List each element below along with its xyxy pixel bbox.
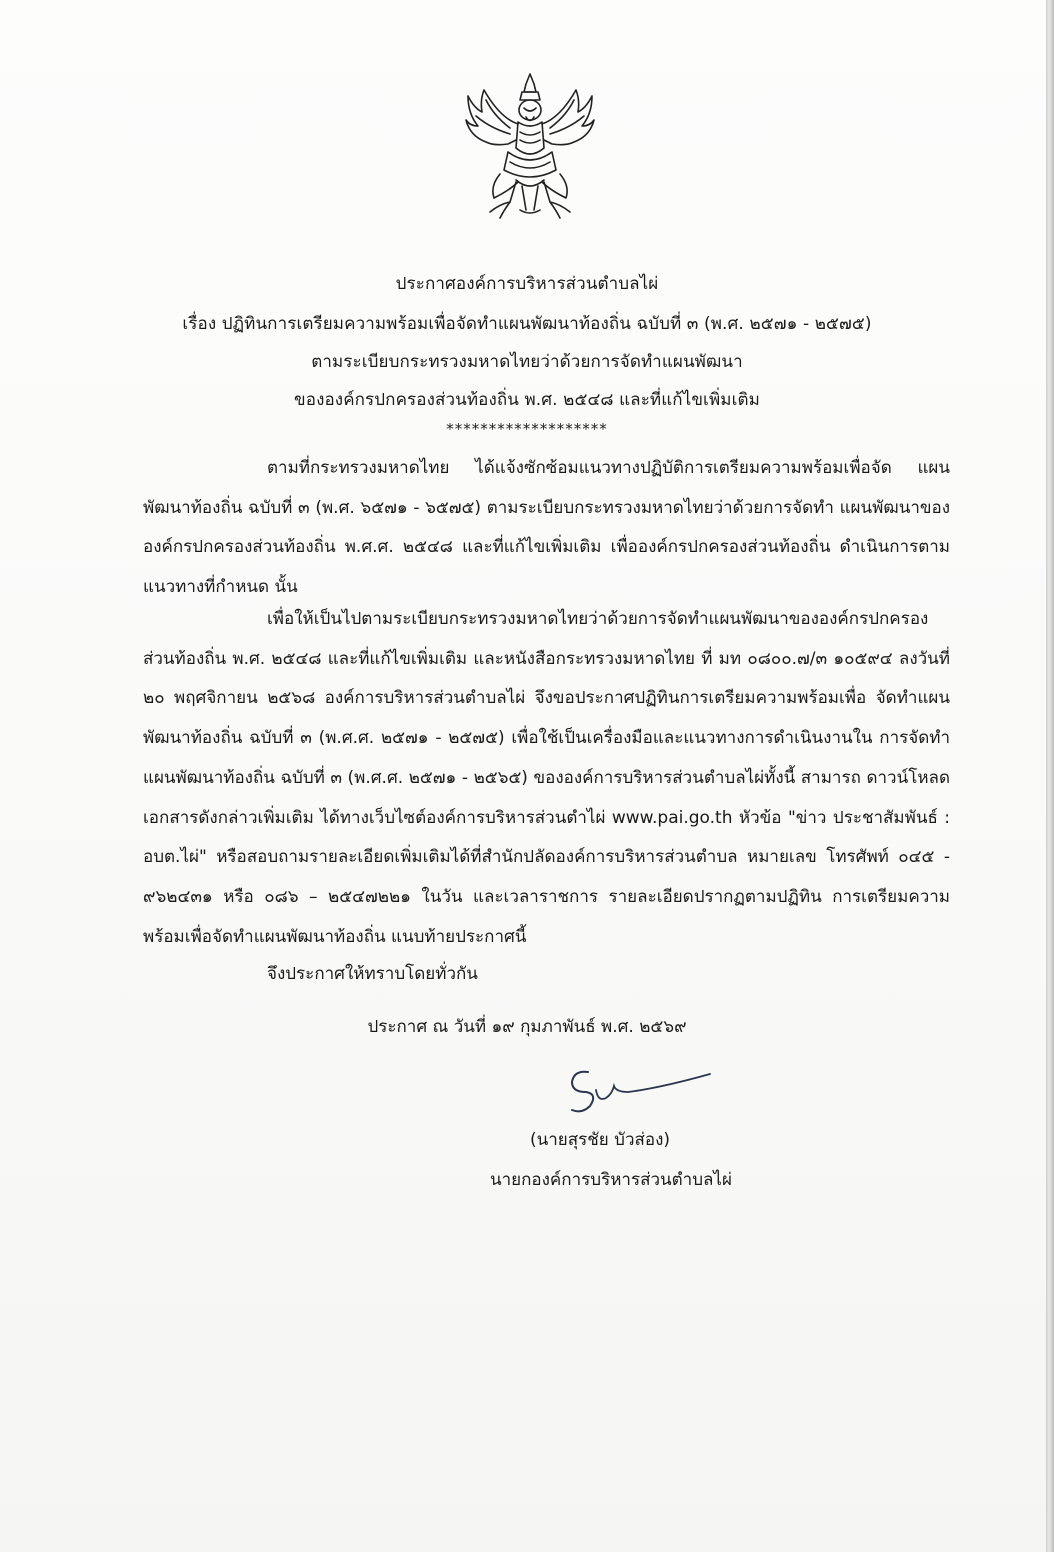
handwritten-signature-icon — [560, 1062, 720, 1124]
closing-statement: จึงประกาศให้ทราบโดยทั่วกัน — [267, 964, 478, 984]
paper-edge — [1046, 0, 1054, 1552]
body-paragraph-1: ตามที่กระทรวงมหาดไทย ได้แจ้งซักซ้อมแนวทางปฏิบัติการเตรียมความพร้อมเพื่อจัด แผนพัฒนาท้องถิ่น ฉบับที่ ๓ (พ.ศ. ๖๕๗๑ - ๖๕๗๕) ตามระเบียบกระทรวงมหาดไทยว่าด้วยการจัดทำ แผนพัฒนาขององค์กรปกครองส่วนท้องถิ่น พ.ศ.ศ. ๒๕๔๘ และที่แก้ไขเพิ่มเติม เพื่อองค์กรปกครองส่วนท้องถิ่น ดำเนินการตามแนวทางที่กำหนด นั้น — [143, 458, 950, 598]
signer-name: (นายสุรชัย บัวส่อง) — [530, 1130, 671, 1150]
announcement-date: ประกาศ ณ วันที่ ๑๙ กุมภาพันธ์ พ.ศ. ๒๕๖๙ — [367, 1017, 687, 1037]
body-paragraph-2: เพื่อให้เป็นไปตามระเบียบกระทรวงมหาดไทยว่าด้วยการจัดทำแผนพัฒนาขององค์กรปกครอง ส่วนท้องถิ่น พ.ศ. ๒๕๔๘ และที่แก้ไขเพิ่มเติม และหนังสือกระทรวงมหาดไทย ที่ มท ๐๘๐๐.๗/๓ ๑๐๕๙๔ ลงวันที่ ๒๐ พฤศจิกายน ๒๕๖๘ องค์การบริหารส่วนตำบลไผ่ จึงขอประกาศปฏิทินการเตรียมความพร้อมเพื่อ จัดทำแผนพัฒนาท้องถิ่น ฉบับที่ ๓ (พ.ศ.ศ. ๒๕๗๑ - ๒๕๗๕) เพื่อใช้เป็นเครื่องมือและแนวทางการดำเนินงานใน การจัดทำแผนพัฒนาท้องถิ่น ฉบับที่ ๓ (พ.ศ.ศ. ๒๕๗๑ - ๒๕๖๕) ขององค์การบริหารส่วนตำบลไผ่ทั้งนี้ สามารถ ดาวน์โหลดเอกสารดังกล่าวเพิ่มเติม ได้ทางเว็บไซต์องค์การบริหารส่วนตำไผ่ www.pai.go.th หัวข้อ "ข่าว ประชาสัมพันธ์ : อบต.ไผ่" หรือสอบถามรายละเอียดเพิ่มเติมได้ที่สำนักปลัดองค์การบริหารส่วนตำบล หมายเลข โทรศัพท์ ๐๔๕ - ๙๖๒๔๓๑ หรือ ๐๘๖ – ๒๕๔๗๒๒๑ ในวัน และเวลาราชการ รายละเอียดปรากฏตามปฏิทิน การเตรียมความพร้อมเพื่อจัดทำแผนพัฒนาท้องถิ่น แนบท้ายประกาศนี้ — [143, 609, 950, 947]
signer-title: นายกองค์การบริหารส่วนตำบลไผ่ — [490, 1170, 732, 1190]
announcement-subject: เรื่อง ปฏิทินการเตรียมความพร้อมเพื่อจัดทำแผนพัฒนาท้องถิ่น ฉบับที่ ๓ (พ.ศ. ๒๕๗๑ - ๒๕๗๕) — [182, 314, 872, 334]
garuda-emblem-icon — [460, 70, 600, 222]
announcement-regulation: ตามระเบียบกระทรวงมหาดไทยว่าด้วยการจัดทำแผนพัฒนา — [311, 352, 743, 372]
announcement-regulation-cont: ขององค์กรปกครองส่วนท้องถิ่น พ.ศ. ๒๕๔๘ และที่แก้ไขเพิ่มเติม — [294, 390, 760, 410]
announcement-title: ประกาศองค์การบริหารส่วนตำบลไผ่ — [395, 274, 659, 294]
header-separator: ******************* — [446, 420, 608, 438]
